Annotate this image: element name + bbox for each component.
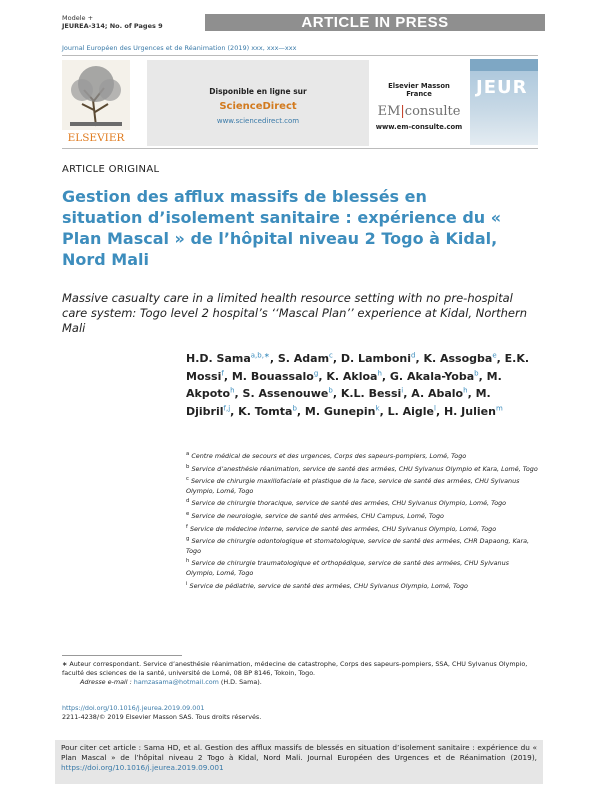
author-separator: ,: [332, 352, 341, 365]
corresponding-text: ∗ Auteur correspondant. Service d’anesthésie réanimation, médecine de catastrophe, Corps des sapeurs-pompiers, SSA, CHU Sylvanus Olympio, faculté des sciences de la santé, université de Lomé, 08 BP 8146, Tokoin, Togo.: [62, 660, 528, 677]
affiliation-text: Service de pédiatrie, service de santé des armées, CHU Sylvanus Olympio, Lomé, Togo: [189, 581, 468, 590]
affiliation-letter: d: [186, 498, 190, 505]
affiliation-list: [186, 450, 538, 592]
citation-box: [55, 740, 543, 784]
affiliation-text: Service d’anesthésie réanimation, service de santé des armées, CHU Sylvanus Olympio et Kara, Lomé, Togo: [191, 464, 538, 473]
author-entry: [305, 405, 388, 418]
article-title-english: Massive casualty care in a limited health resource setting with no pre-hospital care system: Togo level 2 hospital’s ‘‘Mascal Plan’’ experience at Kidal, Northern Mali: [62, 291, 527, 335]
affiliation-text: Service de médecine interne, service de santé des armées, CHU Sylvanus Olympio, Lomé, Togo: [189, 524, 497, 533]
author-affiliation-marker[interactable]: h: [230, 386, 235, 395]
affiliation-text: Service de chirurgie maxillofaciale et plastique de la face, service de santé des armées, CHU Sylvanus Olympio, Lomé, Togo: [186, 477, 520, 495]
author-affiliation-marker[interactable]: f,j: [223, 403, 231, 412]
author-name[interactable]: M. Akpoto: [186, 369, 502, 400]
author-name[interactable]: D. Lamboni: [340, 352, 411, 365]
meta-line-1: Modele +: [62, 14, 94, 22]
author-entry: [341, 387, 411, 400]
affiliation-item: [186, 557, 538, 578]
em-publisher-label: Elsevier Masson France: [388, 82, 450, 98]
author-affiliation-marker[interactable]: l: [434, 403, 436, 412]
affiliation-letter: c: [186, 476, 189, 483]
author-separator: ,: [230, 404, 239, 418]
affiliation-item: [186, 475, 538, 496]
em-logo-left: EM: [377, 104, 401, 119]
author-separator: ,: [496, 352, 505, 365]
affiliation-letter: f: [186, 523, 188, 530]
author-name[interactable]: G. Akala-Yoba: [389, 369, 475, 383]
author-name[interactable]: M. Bouassalo: [231, 369, 314, 383]
author-separator: ,: [234, 387, 243, 400]
affiliation-item: [186, 463, 538, 475]
author-affiliation-marker[interactable]: h: [377, 368, 382, 377]
article-title-french: Gestion des afflux massifs de blessés en situation d’isolement sanitaire : expérience du « Plan Mascal » de l’hôpital niveau 2 Togo à Kidal, Nord Mali: [62, 187, 502, 269]
affiliation-item: [186, 535, 538, 556]
running-header-meta: [62, 14, 163, 30]
sciencedirect-panel[interactable]: [147, 60, 369, 146]
affiliation-item: [186, 497, 538, 509]
author-entry: [326, 370, 390, 383]
author-name[interactable]: L. Aigle: [387, 404, 434, 418]
author-entry: [238, 405, 305, 418]
author-separator: ,: [403, 387, 412, 400]
em-consulte-logo: EM|consulte: [377, 104, 461, 119]
author-name[interactable]: S. Adam: [277, 352, 330, 365]
author-entry: [423, 352, 504, 365]
affiliation-text: Service de chirurgie traumatologique et orthopédique, service de santé des armées, CHU Sylvanus Olympio, Lomé, Togo: [186, 559, 509, 577]
email-suffix: (H.D. Sama).: [220, 678, 262, 686]
affiliation-item: [186, 450, 538, 462]
affiliation-item: [186, 580, 538, 592]
author-affiliation-marker[interactable]: c: [329, 351, 333, 360]
author-separator: ,: [381, 369, 390, 383]
author-entry: [444, 405, 503, 418]
affiliation-letter: g: [186, 536, 190, 543]
author-name[interactable]: H. Julien: [443, 404, 496, 418]
elsevier-wordmark: ELSEVIER: [67, 132, 125, 144]
author-affiliation-marker[interactable]: k: [375, 403, 380, 412]
citation-text-block: [61, 743, 537, 773]
em-logo-right: consulte: [404, 104, 461, 119]
affiliation-text: Service de neurologie, service de santé des armées, CHU Campus, Lomé, Togo: [191, 512, 444, 521]
author-name[interactable]: K. Akloa: [326, 369, 378, 383]
author-entry: [390, 370, 487, 383]
author-affiliation-marker[interactable]: d: [411, 351, 416, 360]
email-label: Adresse e-mail :: [80, 678, 132, 686]
author-affiliation-marker[interactable]: h: [463, 386, 468, 395]
affiliation-text: Centre médical de secours et des urgences, Corps des sapeurs-pompiers, Lomé, Togo: [191, 452, 467, 461]
email-link[interactable]: hamzasama@hotmail.com: [133, 678, 219, 686]
author-separator: ,: [379, 404, 388, 418]
issn-copyright: 2211-4238/© 2019 Elsevier Masson SAS. Tous droits réservés.: [62, 713, 262, 721]
author-name[interactable]: S. Assenouwe: [242, 387, 329, 400]
article-type-label: ARTICLE ORIGINAL: [62, 164, 160, 175]
affiliation-letter: a: [186, 451, 190, 457]
author-name[interactable]: M. Gunepin: [304, 404, 376, 418]
affiliation-text: Service de chirurgie thoracique, service de santé des armées, CHU Sylvanus Olympio, Lomé, Togo: [191, 499, 507, 508]
doi-link[interactable]: https://doi.org/10.1016/j.jeurea.2019.09.001: [62, 704, 205, 712]
author-separator: ,: [223, 369, 232, 383]
author-separator: ,: [269, 352, 278, 365]
author-separator: ,: [478, 369, 487, 383]
author-affiliation-marker[interactable]: g: [313, 368, 319, 377]
affiliation-item: [186, 510, 538, 522]
journal-cover-thumbnail[interactable]: [470, 59, 538, 145]
author-list: [186, 350, 538, 420]
author-entry: [388, 405, 444, 418]
author-entry: [186, 352, 278, 365]
citation-text: Pour citer cet article : Sama HD, et al. Gestion des afflux massifs de blessés en situation d’isolement sanitaire : expérience du « Plan Mascal » de l’hôpital niveau 2 Togo à Kidal, Nord Mali. Journal Européen des Urgences et de Réanimation (2019),: [61, 743, 537, 762]
author-affiliation-marker[interactable]: a,b,∗: [250, 351, 270, 360]
author-affiliation-marker[interactable]: i: [401, 386, 404, 395]
affiliation-letter: b: [186, 463, 190, 470]
author-affiliation-marker[interactable]: e: [492, 351, 497, 360]
author-separator: ,: [296, 404, 305, 418]
affiliation-item: [186, 523, 538, 535]
author-separator: ,: [415, 352, 424, 365]
author-entry: [232, 370, 326, 383]
email-line: [62, 678, 538, 687]
author-entry: [341, 352, 424, 365]
author-entry: [411, 387, 475, 400]
author-separator: ,: [435, 404, 444, 418]
elsevier-tree-icon: [62, 60, 130, 144]
article-in-press-banner: ARTICLE IN PRESS: [205, 14, 545, 31]
author-name[interactable]: M. Djibril: [186, 387, 491, 418]
sd-url-link[interactable]: www.sciencedirect.com: [216, 117, 300, 125]
meta-line-2: JEUREA-314; No. of Pages 9: [62, 22, 163, 30]
author-separator: ,: [332, 387, 341, 400]
elsevier-logo[interactable]: [62, 60, 130, 144]
em-consulte-panel[interactable]: [375, 60, 463, 146]
footnote-divider: [62, 655, 182, 656]
author-affiliation-marker[interactable]: b: [292, 403, 297, 412]
sd-name: ScienceDirect: [219, 101, 297, 112]
author-entry: [278, 352, 341, 365]
author-name[interactable]: K. Assogba: [423, 352, 493, 365]
author-name[interactable]: K. Tomta: [238, 404, 293, 418]
author-entry: [243, 387, 341, 400]
publisher-banner: [62, 55, 538, 149]
cover-letters: JEUR: [476, 77, 528, 98]
affiliation-letter: e: [186, 511, 190, 517]
author-affiliation-marker[interactable]: b: [474, 368, 479, 377]
author-name[interactable]: H.D. Sama: [186, 352, 251, 365]
author-affiliation-marker[interactable]: b: [328, 386, 333, 395]
affiliation-letter: h: [186, 558, 190, 565]
citation-doi-link[interactable]: https://doi.org/10.1016/j.jeurea.2019.09.001: [61, 763, 224, 772]
affiliation-letter: i: [186, 580, 188, 587]
author-name[interactable]: K.L. Bessi: [340, 387, 402, 400]
em-url-link[interactable]: www.em-consulte.com: [375, 123, 463, 131]
sd-available-label: Disponible en ligne sur: [209, 87, 307, 96]
author-name[interactable]: A. Abalo: [411, 387, 464, 400]
author-separator: ,: [318, 369, 327, 383]
journal-citation-line[interactable]: Journal Européen des Urgences et de Réanimation (2019) xxx, xxx—xxx: [62, 44, 297, 52]
author-separator: ,: [467, 387, 476, 400]
author-name[interactable]: E.K. Mossi: [186, 352, 530, 383]
author-affiliation-marker[interactable]: f: [221, 368, 224, 377]
author-affiliation-marker[interactable]: m: [495, 403, 503, 412]
corresponding-author-footnote: [62, 660, 538, 687]
affiliation-text: Service de chirurgie odontologique et stomatologique, service de santé des armées, CHR Dapaong, Kara, Togo: [186, 537, 530, 555]
cover-band: [470, 59, 538, 71]
